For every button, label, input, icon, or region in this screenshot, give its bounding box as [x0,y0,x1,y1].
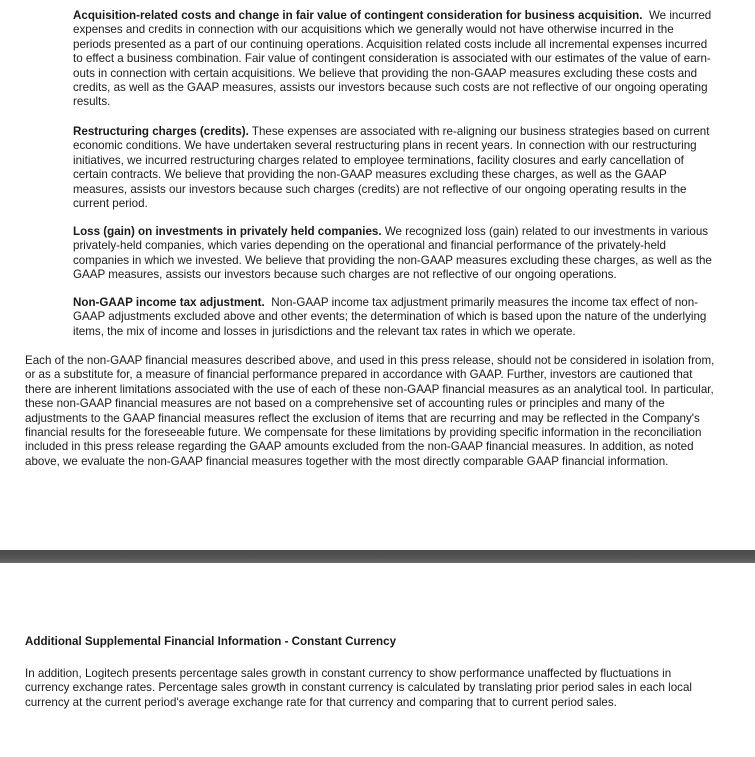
document-page-2 [0,563,755,757]
restructuring-paragraph [73,125,713,211]
restructuring-title: Restructuring charges (credits). [73,125,249,138]
income-tax-title: Non-GAAP income tax adjustment. [73,296,265,309]
page-separator [0,550,755,563]
constant-currency-paragraph: In addition, Logitech presents percentage sales growth in constant currency to show performance unaffected by fluctuations in currency exchange rates. Percentage sales growth in constant currency is calculated by translating prior period sales in each local currency at the current period's average exchange rate for that currency and comparing that to current period sales. [25,667,692,709]
investments-body: We recognized loss (gain) related to our investments in various privately-held companies, which varies depending on the operational and financial performance of the privately-held companies in which we invested. We believe that providing the non-GAAP measures excluding these charges, as well as the GAAP measures, assists our investors because such charges are not reflective of our ongoing operations. [73,225,712,282]
income-tax-body: Non-GAAP income tax adjustment primarily measures the income tax effect of non-GAAP adjustments excluded above and other events; the determination of which is based upon the nature of the underlying items, the mix of income and losses in jurisdictions and the relevant tax rates in which we operate. [73,296,707,338]
acquisition-costs-title: Acquisition-related costs and change in fair value of contingent consideration for business acquisition. [73,9,643,22]
restructuring-body: These expenses are associated with re-aligning our business strategies based on current economic conditions. We have undertaken several restructuring plans in recent years. In connection with our restructuring initiatives, we incurred restructuring charges related to employee terminations, facility closures and early cancellation of certain contracts. We believe that providing the non-GAAP measures excluding these charges, as well as the GAAP measures, assists our investors because such charges (credits) are not reflective of our ongoing operating results in the current period. [73,125,710,211]
income-tax-paragraph [73,296,713,339]
constant-currency-heading: Additional Supplemental Financial Information - Constant Currency [25,635,397,648]
acquisition-costs-body: We incurred expenses and credits in connection with our acquisitions which we generally would not have otherwise incurred in the periods presented as a part of our continuing operations. Acquisition related costs include all incremental expenses incurred to effect a business combination. Fair value of contingent consideration is associated with our estimates of the value of earn-outs in connection with certain acquisitions. We believe that providing the non-GAAP measures excluding these costs and credits, as well as the GAAP measures, assists our investors because such costs are not reflective of our ongoing operating results. [73,9,712,109]
investments-title: Loss (gain) on investments in privately held companies. [73,225,382,238]
investments-paragraph [73,225,713,283]
non-gaap-caveat-paragraph: Each of the non-GAAP financial measures described above, and used in this press release, should not be considered in isolation from, or as a substitute for, a measure of financial performance prepared in accordance with GAAP. Further, investors are cautioned that there are inherent limitations associated with the use of each of these non-GAAP financial measures as an analytical tool. In particular, these non-GAAP financial measures are not based on a comprehensive set of accounting rules or principles and many of the adjustments to the GAAP financial measures reflect the exclusion of items that are recurring and may be reflected in the Company's financial results for the foreseeable future. We compensate for these limitations by providing specific information in the reconciliation included in this press release regarding the GAAP amounts excluded from the non-GAAP financial measures. In addition, as noted above, we evaluate the non-GAAP financial measures together with the most directly comparable GAAP financial information. [25,354,715,468]
acquisition-costs-paragraph [73,9,713,110]
